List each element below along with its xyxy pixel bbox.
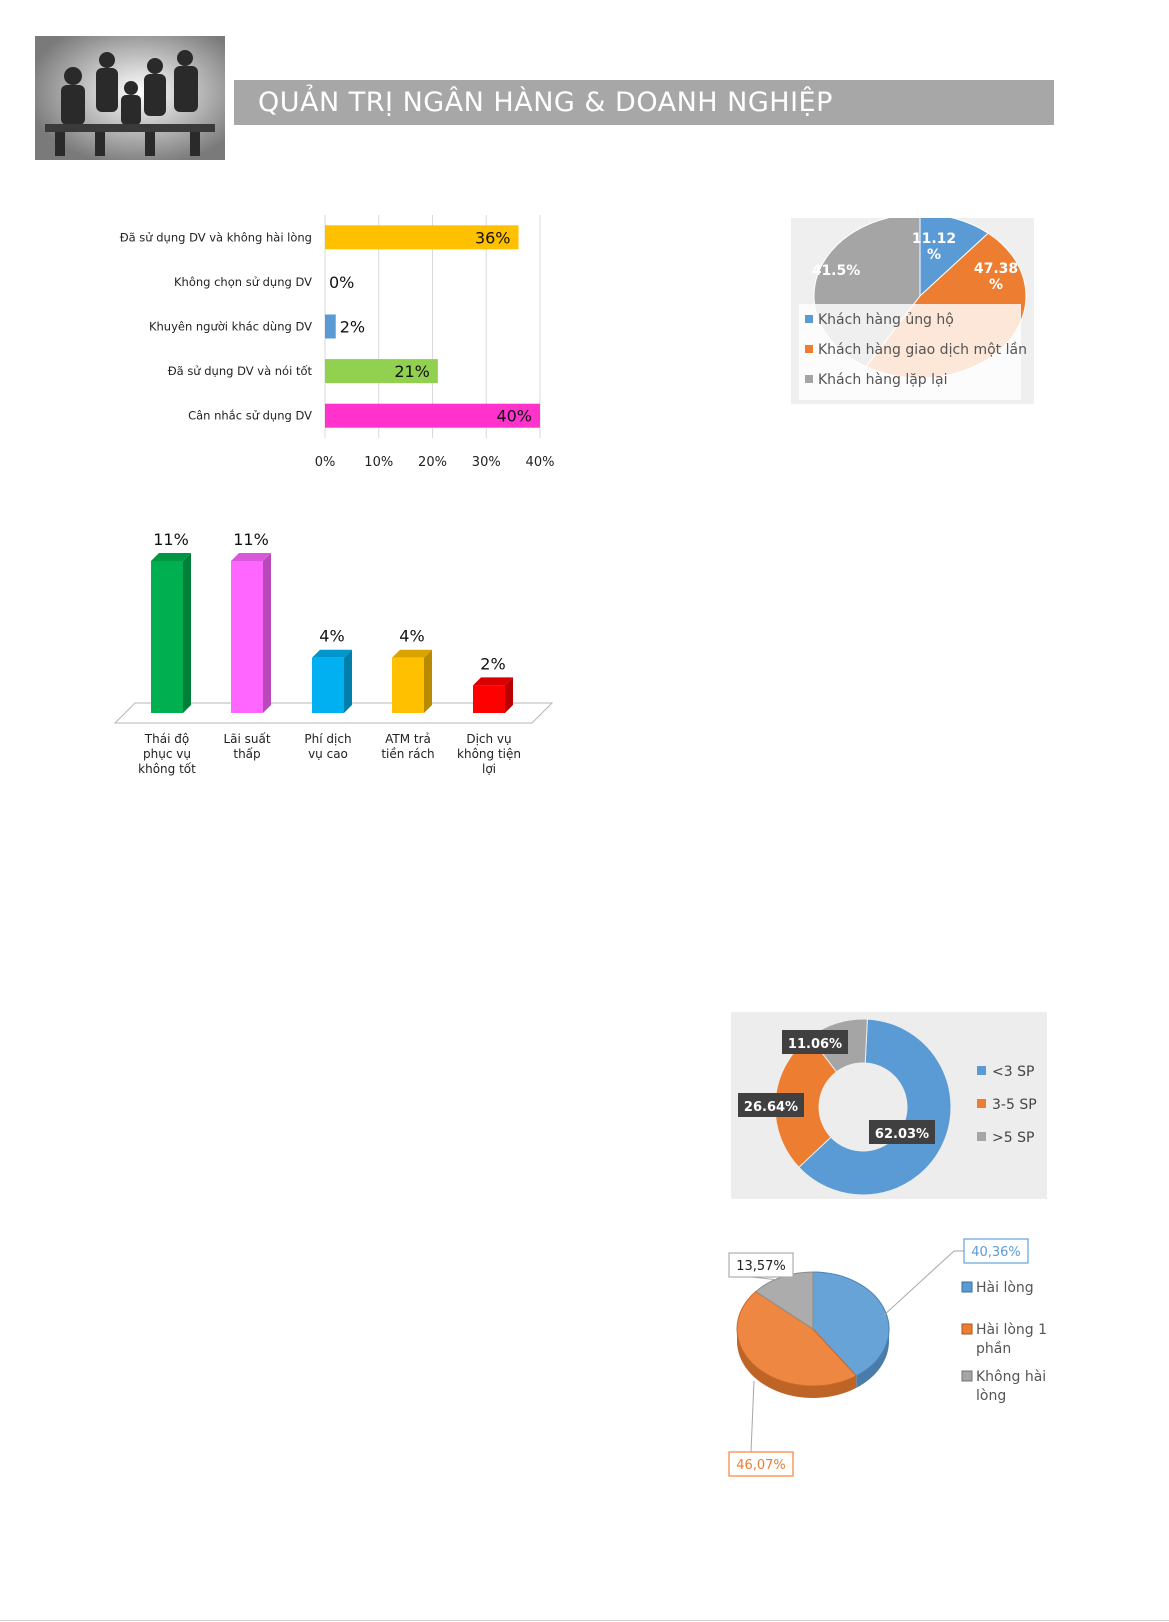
legend-label: Khách hàng lặp lại <box>818 372 948 388</box>
legend-swatch <box>962 1371 972 1381</box>
data-label: 46,07% <box>736 1458 786 1473</box>
legend-swatch <box>805 315 813 323</box>
data-label: 13,57% <box>736 1259 786 1274</box>
column-side <box>263 553 271 713</box>
category-label: Lãi suất <box>223 732 271 746</box>
legend-label: Khách hàng giao dịch một lần <box>818 342 1027 358</box>
chart-pie-customers <box>791 218 1034 404</box>
legend-label: Khách hàng ủng hộ <box>818 312 954 328</box>
data-label: 40,36% <box>971 1245 1021 1260</box>
category-label: Thái độ <box>144 732 190 746</box>
x-tick-label: 20% <box>418 455 447 470</box>
category-label: ATM trả <box>385 732 431 746</box>
column-side <box>424 650 432 713</box>
legend-label: phần <box>976 1341 1012 1357</box>
x-tick-label: 40% <box>525 455 555 470</box>
data-label: 11% <box>153 530 189 549</box>
category-label: không tốt <box>138 762 196 776</box>
category-label: Không chọn sử dụng DV <box>174 274 312 289</box>
category-label: thấp <box>233 747 261 761</box>
data-label: 2% <box>339 317 366 337</box>
category-label: tiền rách <box>381 747 435 761</box>
category-label: Dịch vụ <box>466 732 512 746</box>
legend-swatch <box>805 375 813 383</box>
data-label: 36% <box>474 228 511 248</box>
page-bottom-rule <box>0 1620 1169 1621</box>
data-label: 2% <box>480 654 506 674</box>
column-side <box>344 650 352 713</box>
legend-swatch <box>977 1066 986 1075</box>
category-label: Đã sử dụng DV và không hài lòng <box>119 230 312 245</box>
chart-pie-satisfaction <box>726 1228 1048 1480</box>
category-label: Phí dịch <box>304 732 352 746</box>
category-label: lợi <box>481 762 497 776</box>
legend-swatch <box>977 1132 986 1141</box>
column-bar <box>151 561 183 713</box>
leader-line <box>883 1251 964 1316</box>
data-label: 0% <box>329 272 355 292</box>
x-tick-label: 10% <box>364 455 394 470</box>
legend-label: <3 SP <box>992 1064 1035 1080</box>
data-label: 62.03% <box>874 1127 930 1142</box>
data-label: 41.5% <box>811 263 861 279</box>
data-label-suffix: % <box>988 277 1004 293</box>
legend-label: Không hài <box>976 1369 1047 1385</box>
data-label: 40% <box>496 406 532 426</box>
legend-swatch <box>962 1324 972 1334</box>
data-label: 21% <box>394 362 430 382</box>
legend-swatch <box>962 1282 972 1292</box>
header-bar <box>234 80 1054 125</box>
category-label: không tiện <box>457 747 521 761</box>
data-label: 11.12 <box>911 231 957 247</box>
category-label: Đã sử dụng DV và nói tốt <box>167 364 312 379</box>
header-photo <box>35 36 225 160</box>
column-bar <box>312 658 344 713</box>
category-label: Khuyên người khác dùng DV <box>148 319 312 334</box>
data-label: 11% <box>233 530 269 549</box>
x-tick-label: 30% <box>471 455 501 470</box>
data-label-suffix: % <box>926 247 942 263</box>
chart-horizontal-bar <box>100 215 570 480</box>
bar <box>325 315 336 339</box>
leader-line <box>751 1381 761 1452</box>
legend-label: lòng <box>976 1388 1007 1404</box>
column-bar <box>473 685 505 713</box>
x-tick-label: 0% <box>314 455 336 470</box>
data-label: 47.38 <box>973 261 1019 277</box>
data-label: 4% <box>319 626 345 646</box>
data-label: 11.06% <box>787 1037 843 1052</box>
legend-label: Hài lòng <box>976 1280 1034 1296</box>
column-bar <box>392 658 424 713</box>
legend-label: 3-5 SP <box>992 1097 1037 1113</box>
legend-label: Hài lòng 1 <box>976 1322 1048 1338</box>
legend-swatch <box>977 1099 986 1108</box>
legend-label: >5 SP <box>992 1130 1035 1146</box>
data-label: 4% <box>399 626 425 646</box>
category-label: Cân nhắc sử dụng DV <box>188 408 312 423</box>
column-side <box>183 553 191 713</box>
chart-3d-columns <box>110 525 565 785</box>
data-label: 26.64% <box>743 1100 799 1115</box>
category-label: vụ cao <box>308 747 348 761</box>
category-label: phục vụ <box>143 747 191 761</box>
chart-donut-products <box>731 1012 1047 1199</box>
header-title: QUẢN TRỊ NGÂN HÀNG & DOANH NGHIỆP <box>258 87 833 118</box>
column-bar <box>231 561 263 713</box>
legend-swatch <box>805 345 813 353</box>
